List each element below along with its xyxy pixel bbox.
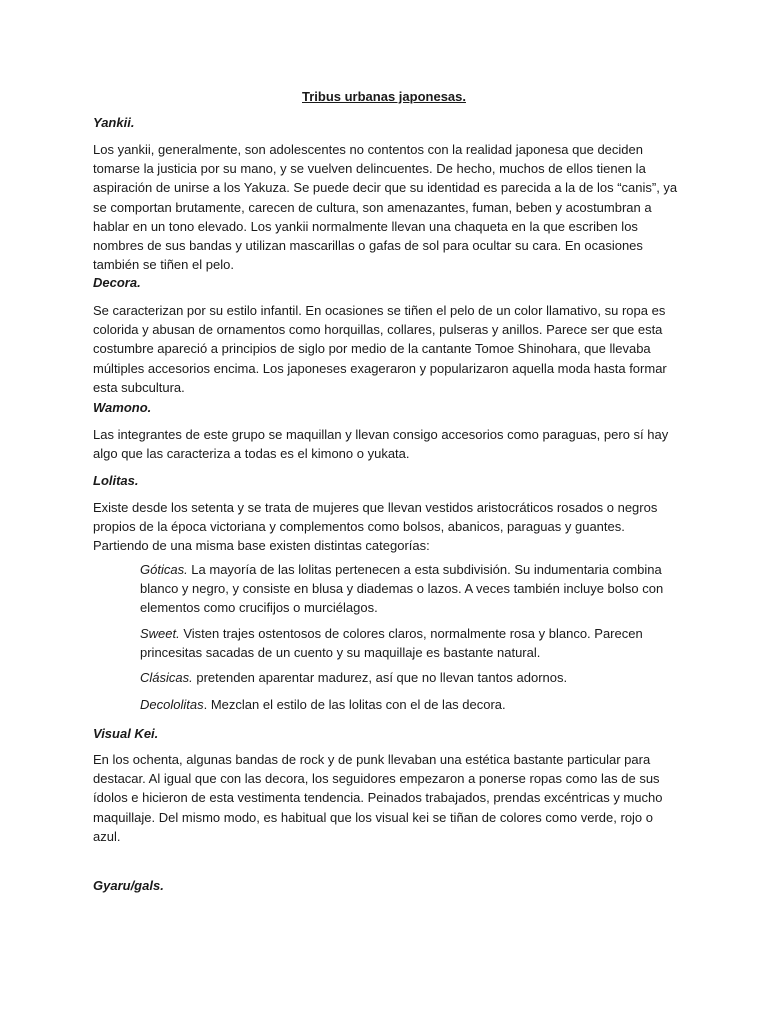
text-line: tomarse la justicia por su mano, y se vuelven delincuentes. De hecho, muchos de ellos tienen la	[93, 161, 646, 177]
subcategory-text: Visten trajes ostentosos de colores claros, normalmente rosa y blanco. Parecen	[179, 626, 643, 641]
text-line: Las integrantes de este grupo se maquillan y llevan consigo accesorios como paraguas, pero sí hay	[93, 427, 669, 442]
text-line: destacar. Al igual que con las decora, los seguidores empezaron a ponerse ropas como las de sus	[93, 771, 660, 787]
subcategory-term: Clásicas.	[140, 670, 193, 685]
section-heading-gyaru: Gyaru/gals.	[93, 878, 164, 893]
text-line: se comportan brutamente, carecen de cultura, son amenazantes, fuman, beben y acostumbran a	[93, 199, 652, 215]
text-line: Los yankii, generalmente, son adolescentes no contentos con la realidad japonesa que deciden	[93, 142, 643, 157]
text-line: Se caracterizan por su estilo infantil. En ocasiones se tiñen el pelo de un color llamativo, su ropa es	[93, 303, 666, 318]
paragraph-wamono	[93, 425, 673, 463]
text-line: costumbre apareció a principios de siglo por medio de la cantante Tomoe Shinohara, que llevaba	[93, 341, 651, 357]
section-heading-decora: Decora.	[93, 275, 141, 290]
section-heading-wamono: Wamono.	[93, 400, 152, 415]
text-line: azul.	[93, 828, 121, 844]
section-heading-yankii: Yankii.	[93, 115, 135, 130]
subcategory-term: Góticas.	[140, 562, 188, 577]
subcategory-sweet	[140, 624, 670, 662]
text-line: elementos como crucifijos o murciélagos.	[140, 600, 378, 616]
paragraph-lolitas	[93, 498, 673, 556]
subcategory-goticas	[140, 560, 670, 618]
subcategory-clasicas	[140, 668, 670, 687]
text-line	[140, 624, 670, 643]
subcategory-text: pretenden aparentar madurez, así que no llevan tantos adornos.	[192, 670, 568, 685]
text-line: también se tiñen el pelo.	[93, 257, 234, 273]
paragraph-decora	[93, 301, 673, 397]
text-line: maquillaje. Del mismo modo, es habitual que los visual kei se tiñan de colores como verde, rojo o	[93, 809, 654, 825]
text-line: aspiración de unirse a los Yakuza. Se puede decir que su identidad es parecida a la de los “canis”, ya	[93, 180, 678, 196]
text-line: múltiples accesorios encima. Los japoneses exageraron y popularizaron aquella moda hasta formar	[93, 360, 667, 376]
section-heading-lolitas: Lolitas.	[93, 473, 139, 488]
text-line: Existe desde los setenta y se trata de mujeres que llevan vestidos aristocráticos rosados o negros	[93, 500, 658, 515]
text-line	[140, 695, 670, 714]
text-line	[140, 668, 670, 687]
text-line: esta subcultura.	[93, 379, 185, 395]
text-line: nombres de sus bandas y utilizan mascarillas o gafas de sol para ocultar su cara. En ocasiones	[93, 238, 643, 254]
text-line: colorida y abusan de ornamentos como horquillas, collares, pulseras y anillos. Parece ser que esta	[93, 322, 663, 338]
text-line: propios de la época victoriana y complementos como bolsos, abanicos, paraguas y guantes.	[93, 519, 625, 535]
paragraph-visual-kei	[93, 750, 673, 846]
text-line: algo que las caracteriza a todas es el kimono o yukata.	[93, 446, 410, 462]
subcategory-term: Decololitas	[140, 697, 204, 712]
subcategory-term: Sweet.	[140, 626, 180, 641]
section-heading-visual-kei: Visual Kei.	[93, 726, 159, 741]
paragraph-yankii	[93, 140, 678, 274]
text-line: blanco y negro, y consiste en blusa y diademas o lazos. A veces también incluye bolso con	[140, 581, 664, 597]
text-line: En los ochenta, algunas bandas de rock y de punk llevaban una estética bastante particular para	[93, 752, 651, 767]
subcategory-text: . Mezclan el estilo de las lolitas con el de las decora.	[203, 697, 506, 712]
document-title: Tribus urbanas japonesas.	[302, 89, 466, 104]
text-line: ídolos e hicieron de esta vestimenta tendencia. Peinados trabajados, prendas excéntricas y mucho	[93, 790, 663, 806]
subcategory-decololitas	[140, 695, 670, 714]
text-line	[140, 560, 670, 579]
text-line: princesitas sacadas de un cuento y su maquillaje es bastante natural.	[140, 645, 541, 661]
text-line: hablar en un tono elevado. Los yankii normalmente llevan una chaqueta en la que escriben los	[93, 218, 638, 234]
text-line: Partiendo de una misma base existen distintas categorías:	[93, 538, 430, 554]
subcategory-text: La mayoría de las lolitas pertenecen a esta subdivisión. Su indumentaria combina	[187, 562, 662, 577]
